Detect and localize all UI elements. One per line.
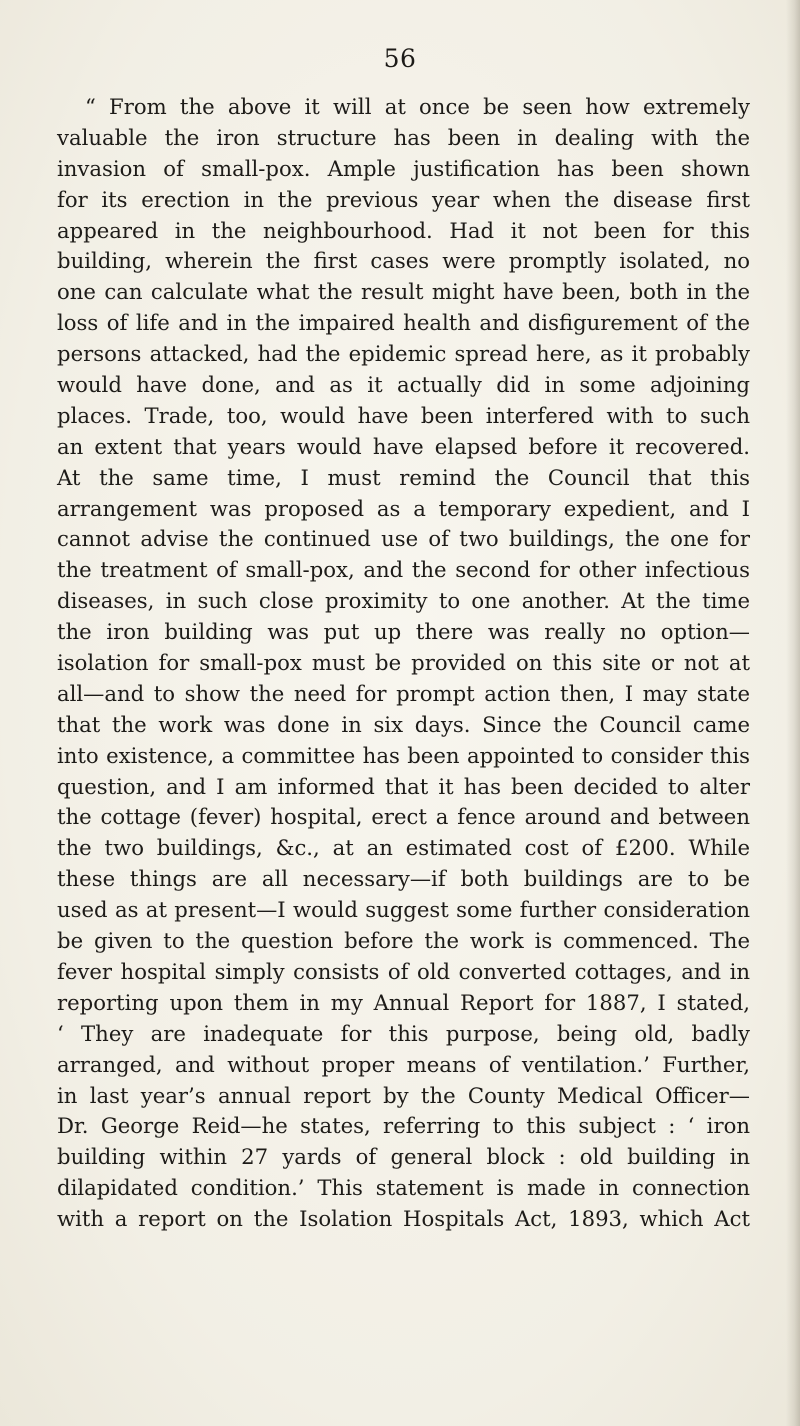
text-line: fever hospital simply consists of old converted cottages, and in [57, 958, 750, 984]
text-line: an extent that years would have elapsed before it recovered. [57, 433, 750, 459]
text-line: into existence, a committee has been appointed to consider this [57, 742, 750, 768]
text-line: places. Trade, too, would have been interfered with to such [57, 402, 750, 428]
page-number: 56 [383, 44, 417, 73]
text-line: the cottage (fever) hospital, erect a fence around and between [57, 804, 750, 830]
text-line: Dr. George Reid—he states, referring to this subject : ‘ iron [57, 1113, 750, 1139]
text-line: arranged, and without proper means of ventilation.’ Further, [57, 1051, 750, 1077]
text-line: for its erection in the previous year when the disease first [57, 186, 750, 212]
text-line: dilapidated condition.’ This statement is made in connection [57, 1175, 750, 1201]
text-line: the treatment of small-pox, and the second for other infectious [57, 557, 750, 583]
text-line: the two buildings, &c., at an estimated cost of £200. While [57, 835, 750, 861]
text-line: loss of life and in the impaired health and disfigurement of the [57, 310, 750, 336]
text-line: that the work was done in six days. Since the Council came [57, 711, 750, 737]
text-line: ‘ They are inadequate for this purpose, being old, badly [57, 1020, 750, 1046]
text-line: valuable the iron structure has been in dealing with the [57, 124, 750, 150]
page-edge-shadow [786, 0, 800, 1426]
text-line: building, wherein the first cases were promptly isolated, no [57, 248, 750, 274]
text-line: cannot advise the continued use of two buildings, the one for [57, 526, 750, 552]
text-line: the iron building was put up there was really no option— [57, 619, 750, 645]
text-line: used as at present—I would suggest some further consideration [57, 897, 750, 923]
text-line: in last year’s annual report by the County Medical Officer— [57, 1082, 750, 1108]
text-line: appeared in the neighbourhood. Had it not been for this [57, 217, 750, 243]
text-line: be given to the question before the work is commenced. The [57, 928, 750, 954]
text-line: building within 27 yards of general block : old building in [57, 1144, 750, 1170]
body-paragraph [57, 92, 750, 1235]
text-line: one can calculate what the result might have been, both in the [57, 279, 750, 305]
text-line: with a report on the Isolation Hospitals Act, 1893, which Act [57, 1206, 750, 1232]
text-line: “ From the above it will at once be seen how extremely [85, 94, 750, 119]
text-line: isolation for small-pox must be provided on this site or not at [57, 650, 750, 676]
text-line: diseases, in such close proximity to one another. At the time [57, 588, 750, 614]
text-line: At the same time, I must remind the Council that this [57, 464, 750, 490]
text-line: these things are all necessary—if both buildings are to be [57, 866, 750, 892]
text-line: persons attacked, had the epidemic spread here, as it probably [57, 341, 750, 367]
text-line: arrangement was proposed as a temporary expedient, and I [57, 495, 750, 521]
text-line: reporting upon them in my Annual Report for 1887, I stated, [57, 989, 750, 1015]
text-line: invasion of small-pox. Ample justification has been shown [57, 155, 750, 181]
text-line: all—and to show the need for prompt action then, I may state [57, 680, 750, 706]
text-line: question, and I am informed that it has been decided to alter [57, 773, 750, 799]
text-line: would have done, and as it actually did in some adjoining [57, 372, 750, 398]
